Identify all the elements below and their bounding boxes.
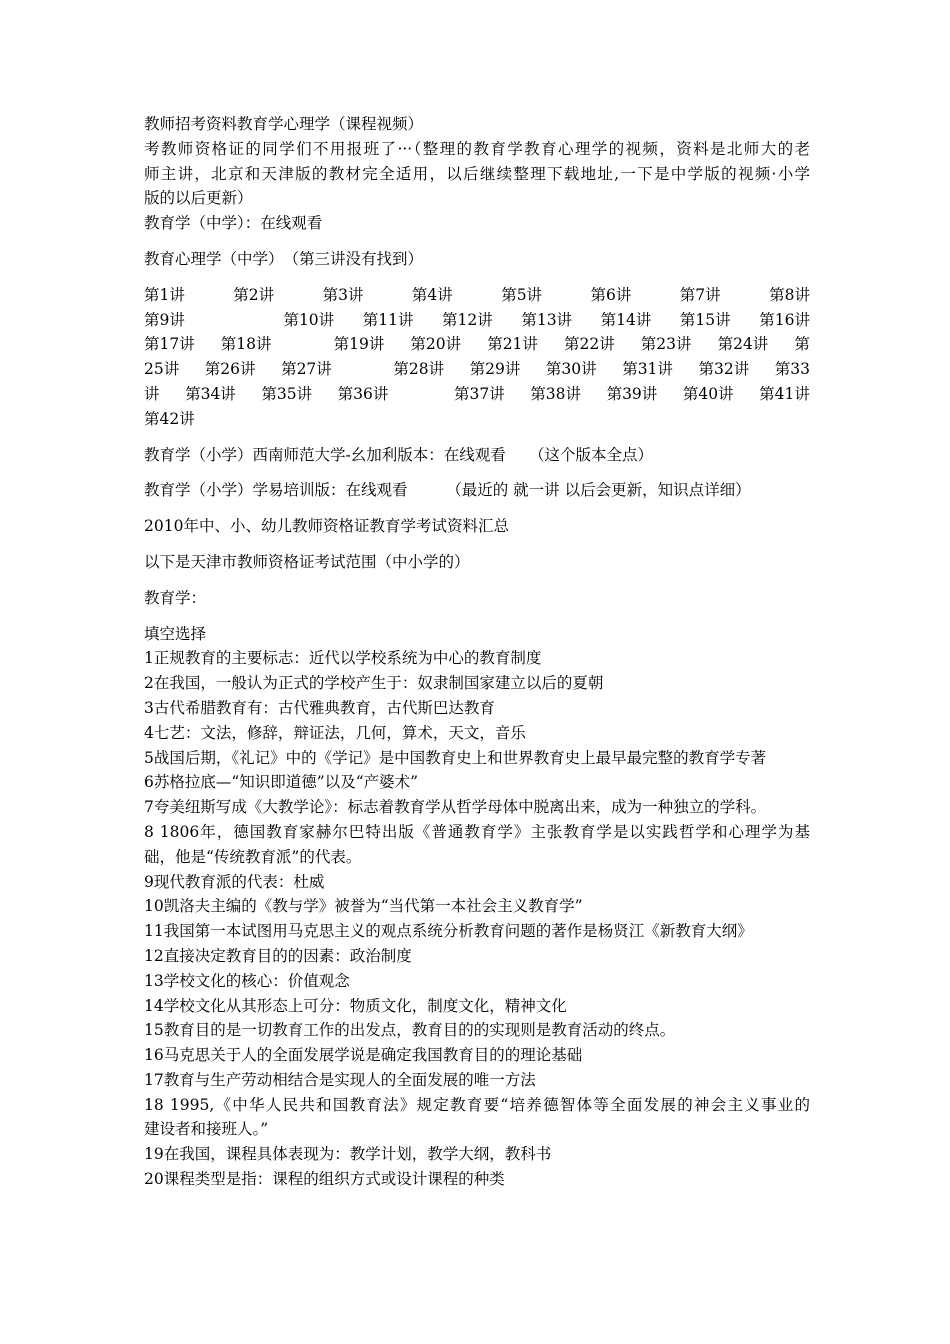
document-page — [144, 112, 810, 1192]
list-item: 10凯洛夫主编的《教与学》被誉为“当代第一本社会主义教育学” — [144, 897, 583, 916]
lecture-link[interactable]: 第38讲 — [530, 384, 581, 403]
list-item: 6苏格拉底—“知识即道德”以及“产婆术” — [144, 773, 419, 792]
lecture-link[interactable]: 第36讲 — [337, 384, 389, 403]
lecture-link[interactable]: 第24讲 — [717, 335, 769, 354]
lecture-link[interactable]: 第2讲 — [233, 285, 275, 304]
list-item: 建设者和接班人。” — [144, 1120, 269, 1139]
lecture-link[interactable]: 第39讲 — [606, 384, 658, 403]
list-item: 13学校文化的核心：价值观念 — [144, 971, 350, 990]
lecture-link[interactable]: 第35讲 — [261, 384, 313, 403]
lecture-link[interactable]: 第3讲 — [322, 285, 364, 304]
edu-label: 教育学： — [144, 588, 207, 607]
edu-mid-link[interactable]: 教育学（中学）：在线观看 — [144, 214, 323, 233]
lecture-link[interactable]: 第 — [794, 335, 810, 354]
lecture-link[interactable]: 第8讲 — [769, 285, 810, 304]
doc-title: 教师招考资料教育学心理学（课程视频） — [144, 115, 424, 133]
list-item: 20课程类型是指：课程的组织方式或设计课程的种类 — [144, 1170, 505, 1189]
lecture-list — [144, 283, 810, 432]
list-item: 5战国后期，《礼记》中的《学记》是中国教育史上和世界教育史上最早最完整的教育学专著 — [144, 748, 767, 767]
lecture-link[interactable]: 第4讲 — [411, 285, 453, 304]
list-item: 7夸美纽斯写成《大教学论》：标志着教育学从哲学母体中脱离出来，成为一种独立的学科。 — [144, 798, 767, 817]
intro-line-3: 版的以后更新） — [144, 189, 253, 208]
list-item: 19在我国，课程具体表现为：教学计划，教学大纲，教科书 — [144, 1145, 552, 1164]
lecture-link[interactable]: 讲 — [144, 384, 160, 403]
lecture-link[interactable]: 第22讲 — [563, 335, 615, 354]
lecture-link[interactable]: 第34讲 — [185, 384, 236, 403]
list-item: 3古代希腊教育有：古代雅典教育，古代斯巴达教育 — [144, 698, 495, 717]
lecture-link[interactable]: 第26讲 — [204, 360, 256, 379]
list-item: 2在我国，一般认为正式的学校产生于：奴隶制国家建立以后的夏朝 — [144, 674, 604, 693]
psy-mid-heading: 教育心理学（中学） （第三讲没有找到） — [144, 249, 424, 268]
lecture-link[interactable]: 第11讲 — [362, 310, 414, 329]
item-list — [144, 646, 810, 1192]
lecture-link[interactable]: 第42讲 — [144, 409, 195, 428]
list-item: 17教育与生产劳动相结合是实现人的全面发展的唯一方法 — [144, 1070, 536, 1089]
lecture-link[interactable]: 第21讲 — [487, 335, 538, 354]
lecture-link[interactable]: 第17讲 — [144, 335, 195, 354]
lecture-link[interactable]: 第32讲 — [698, 360, 750, 379]
lecture-link[interactable]: 第37讲 — [453, 384, 505, 403]
lecture-link[interactable]: 第30讲 — [545, 360, 597, 379]
lecture-link[interactable]: 第28讲 — [393, 360, 445, 379]
intro-line-1: 考教师资格证的同学们不用报班了···（整理的教育学教育心理学的视频，资料是北师大的老 — [144, 139, 810, 158]
scope-heading: 以下是天津市教师资格证考试范围（中小学的） — [144, 552, 470, 571]
lecture-row-1 — [144, 283, 810, 308]
lecture-row-5 — [144, 382, 810, 407]
list-item: 9现代教育派的代表：杜威 — [144, 872, 325, 891]
lecture-link[interactable]: 第1讲 — [144, 285, 185, 304]
lecture-row-3 — [144, 332, 810, 357]
lecture-link[interactable]: 第31讲 — [622, 360, 673, 379]
lecture-link[interactable]: 第19讲 — [333, 335, 385, 354]
lecture-link[interactable]: 第27讲 — [281, 360, 332, 379]
edu-primary-link-2[interactable]: 教育学（小学）学易培训版：在线观看 （最近的 就一讲 以后会更新，知识点详细） — [144, 481, 751, 500]
list-item: 18 1995,《中华人民共和国教育法》规定教育要“培养德智体等全面发展的神会主义事业的 — [144, 1095, 810, 1114]
lecture-link[interactable]: 第14讲 — [600, 310, 652, 329]
list-item: 16马克思关于人的全面发展学说是确定我国教育目的的理论基础 — [144, 1046, 583, 1065]
list-item: 1正规教育的主要标志：近代以学校系统为中心的教育制度 — [144, 649, 542, 668]
lecture-link[interactable]: 第40讲 — [682, 384, 734, 403]
summary-heading: 2010年中、小、幼儿教师资格证教育学考试资料汇总 — [144, 517, 509, 536]
lecture-link[interactable]: 第12讲 — [442, 310, 493, 329]
lecture-row-4 — [144, 357, 810, 382]
lecture-link[interactable]: 第6讲 — [590, 285, 632, 304]
lecture-link[interactable]: 第33 — [774, 360, 810, 379]
lecture-link[interactable]: 第13讲 — [521, 310, 573, 329]
lecture-link[interactable]: 第20讲 — [410, 335, 462, 354]
lecture-link[interactable]: 第5讲 — [501, 285, 543, 304]
lecture-link[interactable]: 第15讲 — [679, 310, 731, 329]
fill-label: 填空选择 — [144, 624, 207, 643]
list-item: 15教育目的是一切教育工作的出发点，教育目的的实现则是教育活动的终点。 — [144, 1021, 676, 1040]
lecture-link[interactable]: 第10讲 — [283, 310, 335, 329]
list-item: 8 1806年，德国教育家赫尔巴特出版《普通教育学》主张教育学是以实践哲学和心理学为基 — [144, 822, 810, 841]
lecture-row-6 — [144, 407, 810, 432]
intro-line-2: 师主讲，北京和天津版的教材完全适用，以后继续整理下载地址,一下是中学版的视频·小学 — [144, 164, 810, 183]
lecture-link[interactable]: 第9讲 — [144, 310, 185, 329]
lecture-link[interactable]: 25讲 — [144, 360, 180, 379]
lecture-link[interactable]: 第18讲 — [220, 335, 272, 354]
lecture-link[interactable]: 第16讲 — [759, 310, 810, 329]
lecture-link[interactable]: 第23讲 — [640, 335, 692, 354]
list-item: 14学校文化从其形态上可分：物质文化，制度文化，精神文化 — [144, 996, 567, 1015]
edu-primary-link-1[interactable]: 教育学（小学）西南师范大学-幺加利版本：在线观看 （这个版本全点） — [144, 445, 653, 464]
lecture-link[interactable]: 第29讲 — [469, 360, 521, 379]
list-item: 12直接决定教育目的的因素：政治制度 — [144, 946, 412, 965]
lecture-link[interactable]: 第41讲 — [759, 384, 810, 403]
lecture-link[interactable]: 第7讲 — [679, 285, 721, 304]
list-item: 础，他是“传统教育派”的代表。 — [144, 847, 362, 866]
list-item: 4七艺：文法，修辞，辩证法，几何，算术，天文，音乐 — [144, 723, 526, 742]
lecture-row-2 — [144, 308, 810, 333]
list-item: 11我国第一本试图用马克思主义的观点系统分析教育问题的著作是杨贤江《新教育大纲》 — [144, 922, 753, 941]
